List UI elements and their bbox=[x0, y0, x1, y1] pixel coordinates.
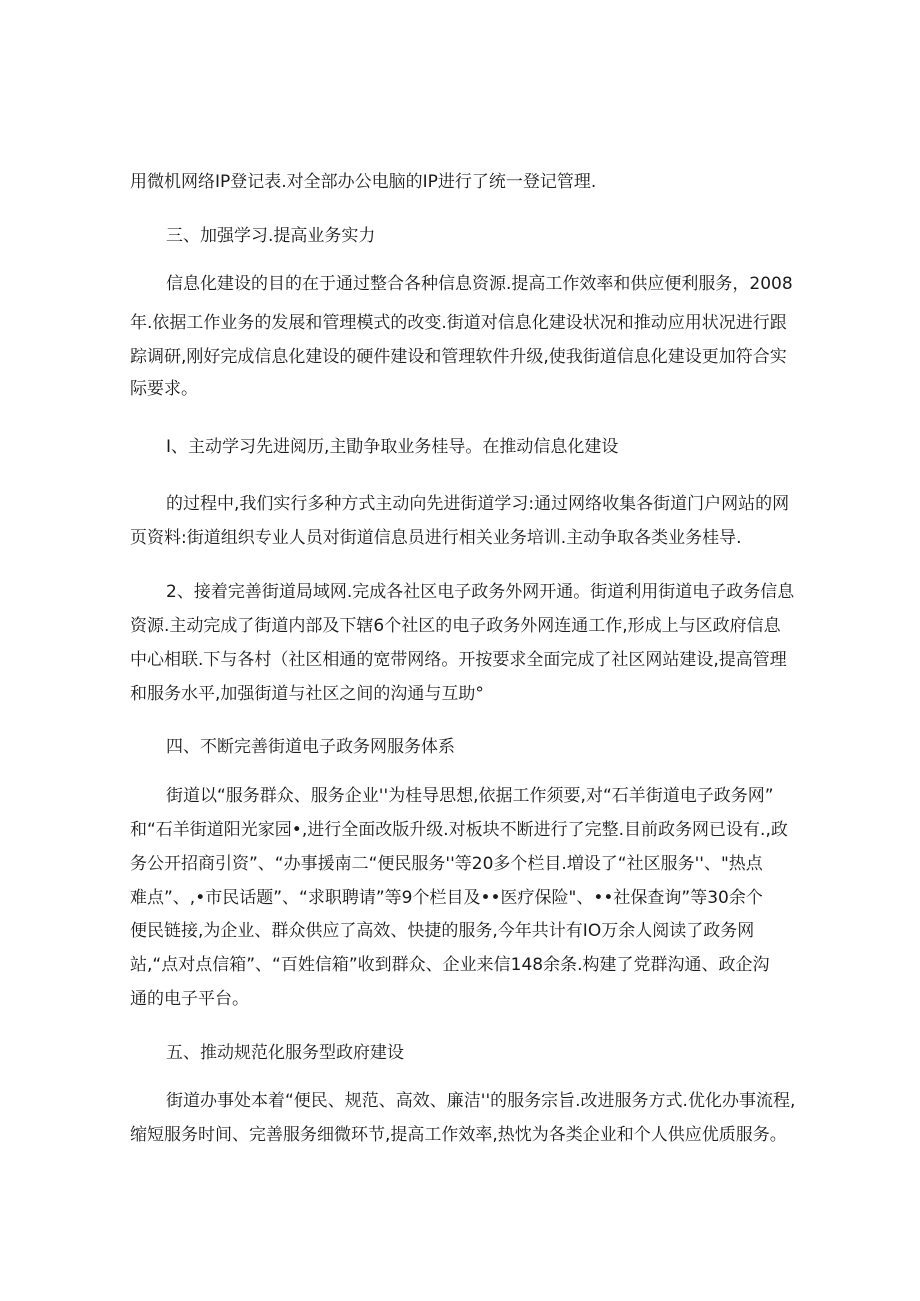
paragraph-line: 资源.主动完成了街道内部及下辖6个社区的电子政务外网连通工作,形成上与区政府信息 bbox=[130, 616, 781, 636]
paragraph-line: 际要求。 bbox=[130, 379, 198, 399]
section-heading: 四、不断完善街道电子政务网服务体系 bbox=[166, 737, 455, 757]
paragraph-line: 街道办事处本着“便民、规范、高效、廉洁''的服务宗旨.改进服务方式.优化办事流程, bbox=[166, 1091, 796, 1111]
paragraph-line: 缩短服务时间、完善服务细微环节,提高工作效率,热忱为各类企业和个人供应优质服务。 bbox=[130, 1125, 787, 1145]
paragraph-line: 的过程中,我们实行多种方式主动向先进街道学习:通过网络收集各街道门户网站的网 bbox=[166, 494, 790, 514]
paragraph-line: 中心相联.下与各村（社区相通的宽带网络。开按要求全面完成了社区网站建设,提高管理 bbox=[130, 650, 787, 670]
paragraph-line: 便民链接,为企业、群众供应了高效、快捷的服务,今年共计有IO万余人阅读了政务网 bbox=[130, 921, 755, 941]
paragraph-line: 难点”、,•市民话题”、“求职聘请”等9个栏目及••医疗保险"、••社保查询”等30余个 bbox=[130, 888, 763, 908]
paragraph-line: 信息化建设的目的在于通过整合各种信息资源.提高工作效率和供应便利服务，2008 bbox=[166, 274, 793, 294]
paragraph-line: 和服务水平,加强街道与社区之间的沟通与互助° bbox=[130, 684, 484, 704]
paragraph-line: 务公开招商引资”、“办事援南二“便民服务''等20多个栏目.増设了“社区服务''、"热点 bbox=[130, 854, 763, 874]
subsection-heading: 2、接着完善街道局域网.完成各社区电子政务外网开通。街道利用街道电子政务信息 bbox=[166, 582, 795, 602]
paragraph-line: 年.依据工作业务的发展和管理模式的改变.街道对信息化建设状况和推动应用状况进行跟 bbox=[130, 313, 787, 333]
paragraph-line: 和“石羊街道阳光家园•,进行全面改版升级.对板块不断进行了完整.目前政务网已设有.,政 bbox=[130, 820, 788, 840]
paragraph-line: 街道以“服务群众、服务企业''为桂导思想,依据工作须要,对“石羊街道电子政务网” bbox=[166, 786, 774, 806]
subsection-heading: I、主动学习先进阅历,主勖争取业务桂导。在推动信息化建设 bbox=[166, 437, 619, 457]
paragraph-line: 站,“点对点信箱”、“百姓信箱”收到群众、企业来信148余条.构建了党群沟通、政企沟 bbox=[130, 955, 770, 975]
paragraph-line: 踪调研,刚好完成信息化建设的硬件建设和管理软件升级,使我街道信息化建设更加符合实 bbox=[130, 347, 787, 367]
section-heading: 五、推动规范化服务型政府建设 bbox=[166, 1043, 404, 1063]
paragraph-line: 通的电子平台。 bbox=[130, 989, 249, 1009]
section-heading: 三、加强学习.提高业务实力 bbox=[166, 226, 376, 246]
paragraph-line: 用微机网络IP登记表.对全部办公电脑的IP进行了统一登记管理. bbox=[130, 172, 597, 192]
paragraph-line: 页资料:街道组织专业人员对街道信息员进行相关业务培训.主动争取各类业务桂导. bbox=[130, 528, 742, 548]
